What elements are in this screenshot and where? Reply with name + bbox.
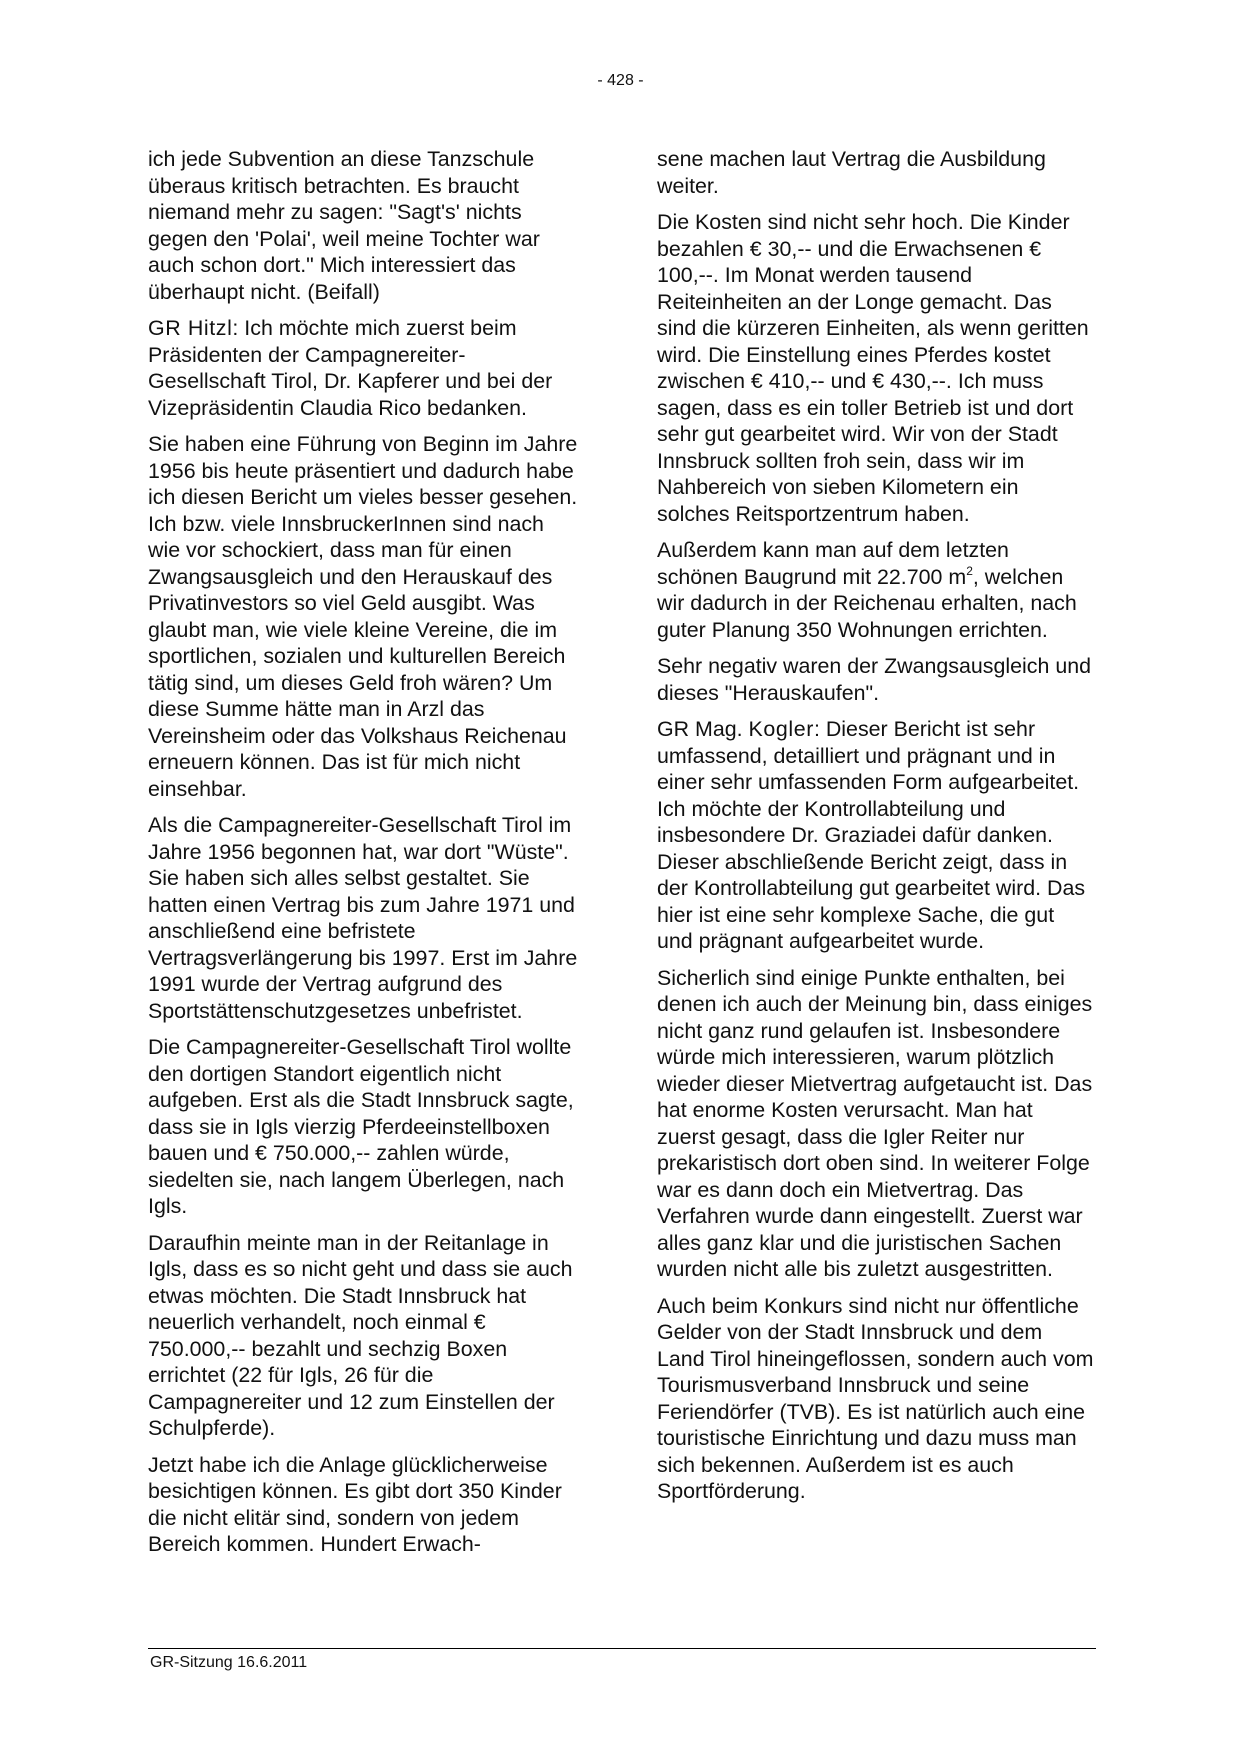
paragraph: Die Kosten sind nicht sehr hoch. Die Kinder bezahlen € 30,-- und die Erwachsenen € 100,--. Im Monat werden tausend Reiteinheiten an der Longe gemacht. Das sind die kürzeren Einheiten, als wenn geritten wird. Die Einstellung eines Pferdes kostet zwischen € 410,-- und € 430,--. Ich muss sagen, dass es ein toller Betrieb ist und dort sehr gut gearbeitet wird. Wir von der Stadt Innsbruck sollten froh sein, dass wir im Nahbereich von sieben Kilometern ein solches Reitsportzentrum haben. — [657, 210, 1089, 526]
paragraph: Sehr negativ waren der Zwangsausgleich und dieses "Herauskaufen". — [657, 654, 1092, 705]
paragraph: Sie haben eine Führung von Beginn im Jahre 1956 bis heute präsentiert und dadurch habe ich diesen Bericht um vieles besser gesehen. Ich bzw. viele InnsbruckerInnen sind nach wie vor schockiert, dass man für einen Zwangsausgleich und den Herauskauf des Privatinvestors so viel Geld ausgibt. Was glaubt man, wie viele kleine Vereine, die im sportlichen, sozialen und kulturellen Bereich tätig sind, um dieses Geld froh wären? Um diese Summe hätte man in Arzl das Vereinsheim oder das Volkshaus Reichenau erneuern können. Das ist für mich nicht einsehbar. — [148, 432, 578, 801]
paragraph-speaker-hitzl — [148, 315, 580, 421]
paragraph: Daraufhin meinte man in der Reitanlage in Igls, dass es so nicht geht und dass sie auch etwas möchten. Die Stadt Innsbruck hat neuerlich verhandelt, noch einmal € 750.000,-- bezahlt und sechzig Boxen errichtet (22 für Igls, 26 für die Campagnereiter und 12 zum Einstellen der Schulpferde). — [148, 1230, 573, 1440]
paragraph: Die Campagnereiter-Gesellschaft Tirol wollte den dortigen Standort eigentlich nicht aufgeben. Erst als die Stadt Innsbruck sagte, dass sie in Igls vierzig Pferdeeinstellboxen bauen und € 750.000,-- zahlen würde, siedelten sie, nach langem Überlegen, nach Igls. — [148, 1035, 574, 1218]
paragraph: Sicherlich sind einige Punkte enthalten, bei denen ich auch der Meinung bin, dass einiges nicht ganz rund gelaufen ist. Insbesondere würde mich interessieren, warum plötzlich wieder dieser Mietvertrag aufgetaucht ist. Das hat enorme Kosten verursacht. Man hat zuerst gesagt, dass die Igler Reiter nur prekaristisch dort oben sind. In weiterer Folge war es dann doch ein Mietvertrag. Das Verfahren wurde dann eingestellt. Zuerst war alles ganz klar und die juristischen Sachen wurden nicht alle bis zuletzt ausgestritten. — [657, 965, 1093, 1281]
text-part: , welchen wir dadurch in der Reichenau erhalten, nach guter Planung 350 Wohnungen errichten. — [657, 564, 1077, 642]
footer-session-date: GR-Sitzung 16.6.2011 — [150, 1654, 308, 1671]
speaker-name: Kogler — [748, 717, 814, 741]
paragraph: Als die Campagnereiter-Gesellschaft Tirol im Jahre 1956 begonnen hat, war dort "Wüste". Sie haben sich alles selbst gestaltet. Sie hatten einen Vertrag bis zum Jahre 1971 und anschließend eine befristete Vertragsverlängerung bis 1997. Erst im Jahre 1991 wurde der Vertrag aufgrund des Sportstättenschutzgesetzes unbefristet. — [148, 813, 578, 1023]
paragraph-speaker-kogler — [657, 716, 1094, 955]
text-part: Außerdem kann man auf dem letzten schönen Baugrund mit 22.700 m — [657, 538, 1009, 589]
paragraph-area — [657, 537, 1094, 643]
right-column — [657, 146, 1094, 1515]
paragraph: sene machen laut Vertrag die Ausbildung weiter. — [657, 147, 1046, 198]
speaker-title: GR Mag. — [657, 717, 749, 741]
speaker-name: GR Hitzl — [148, 316, 233, 340]
superscript: 2 — [966, 563, 973, 578]
paragraph: Jetzt habe ich die Anlage glücklicherweise besichtigen können. Es gibt dort 350 Kinder die nicht elitär sind, sondern von jedem Bereich kommen. Hundert Erwach- — [148, 1452, 562, 1556]
speech-text: : Dieser Bericht ist sehr umfassend, detailliert und prägnant und in einer sehr umfassenden Form aufgearbeitet. Ich möchte der Kontrollabteilung und insbesondere Dr. Graziadei dafür danken. Dieser abschließende Bericht zeigt, dass in der Kontrollabteilung gut gearbeitet wird. Das hier ist eine sehr komplexe Sache, die gut und prägnant aufgearbeitet wurde. — [657, 717, 1086, 953]
speech-text: : Ich möchte mich zuerst beim Präsidenten der Campagnereiter-Gesellschaft Tirol, Dr. Kapferer und bei der Vizepräsidentin Claudia Rico bedanken. — [148, 316, 553, 420]
left-column — [148, 146, 580, 1568]
footer-divider — [148, 1648, 1096, 1649]
page-number: - 428 - — [597, 72, 644, 89]
paragraph: Auch beim Konkurs sind nicht nur öffentliche Gelder von der Stadt Innsbruck und dem Land Tirol hineingeflossen, sondern auch vom Tourismusverband Innsbruck und seine Feriendörfer (TVB). Es ist natürlich auch eine touristische Einrichtung und dazu muss man sich bekennen. Außerdem ist es auch Sportförderung. — [657, 1293, 1094, 1503]
paragraph: ich jede Subvention an diese Tanzschule überaus kritisch betrachten. Es braucht niemand mehr zu sagen: "Sagt's' nichts gegen den 'Polai', weil meine Tochter war auch schon dort." Mich interessiert das überhaupt nicht. (Beifall) — [148, 147, 540, 304]
